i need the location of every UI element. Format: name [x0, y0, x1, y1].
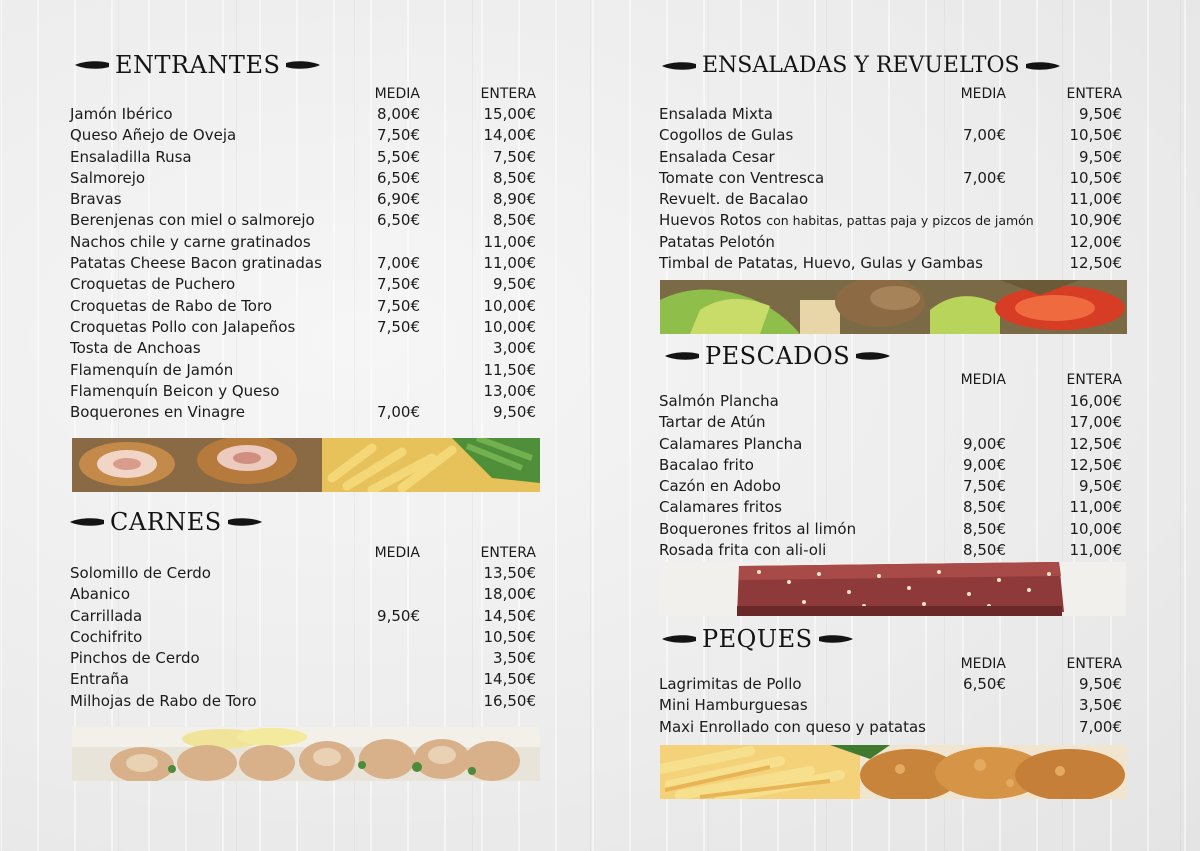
menu-item-row: [70, 627, 540, 648]
dish-name-text: Cochifrito: [70, 627, 143, 646]
price-entera: 11,00€: [1069, 498, 1122, 517]
dish-name-text: Ensaladilla Rusa: [70, 147, 192, 166]
entera-header: ENTERA: [1066, 372, 1122, 388]
price-media: 7,50€: [377, 296, 420, 315]
dish-name-text: Lagrimitas de Pollo: [659, 675, 802, 693]
price-media: 7,50€: [963, 477, 1006, 496]
dish-name: [70, 253, 322, 274]
menu-item-row: [70, 669, 540, 690]
price-media: 7,50€: [377, 126, 420, 145]
flourish-left-icon: [75, 59, 109, 71]
dish-name-text: Huevos Rotos: [659, 211, 762, 230]
dish-name-text: Salmorejo: [70, 168, 146, 187]
dish-name: [70, 317, 295, 338]
dish-name-text: Entraña: [70, 670, 129, 689]
dish-name-text: Ensalada Mixta: [659, 105, 773, 123]
price-entera: 10,50€: [1069, 126, 1122, 145]
dish-note: con habitas, pattas paja y pizcos de jamón: [766, 213, 1034, 229]
flourish-right-icon: [286, 59, 320, 71]
skewers-photo: [72, 727, 540, 781]
dish-name: [70, 402, 245, 423]
menu-item-row: [70, 104, 540, 125]
price-media: 8,00€: [377, 105, 420, 123]
price-entera: 8,50€: [493, 211, 536, 230]
dish-name: [659, 412, 765, 433]
media-header: MEDIA: [374, 86, 420, 102]
media-header: MEDIA: [960, 656, 1006, 672]
menu-item-row: [659, 540, 1126, 561]
dish-name-text: Boquerones fritos al limón: [659, 519, 857, 538]
item-list-ensaladas: [659, 104, 1126, 274]
entera-header: ENTERA: [480, 86, 536, 102]
dish-name: [70, 381, 279, 402]
dish-name-text: Flamenquín Beicon y Queso: [70, 381, 280, 400]
price-media: 8,50€: [963, 519, 1006, 538]
price-media: 6,90€: [377, 190, 420, 209]
dish-name: [659, 391, 779, 412]
price-entera: 12,00€: [1069, 232, 1122, 251]
dish-name: [70, 274, 235, 295]
dish-name-text: Cogollos de Gulas: [659, 126, 794, 145]
dish-name-text: Calamares Plancha: [659, 434, 803, 453]
dish-name-text: Carrillada: [70, 606, 143, 625]
dish-name: [70, 189, 122, 210]
dish-name: [70, 147, 192, 168]
menu-item-row: [659, 412, 1126, 433]
dish-name-text: Abanico: [70, 585, 131, 604]
price-media: 9,00€: [963, 434, 1006, 453]
dish-name: [659, 476, 781, 497]
dish-name: [659, 210, 1034, 231]
flourish-left-icon: [662, 60, 696, 72]
dish-name-text: Jamón Ibérico: [70, 105, 173, 123]
dish-name-text: Salmón Plancha: [659, 392, 779, 410]
flourish-right-icon: [819, 633, 853, 645]
menu-item-row: [659, 189, 1126, 210]
price-entera: 9,50€: [493, 275, 536, 294]
price-entera: 10,00€: [1069, 519, 1122, 538]
price-entera: 10,00€: [483, 296, 536, 315]
menu-item-row: [659, 125, 1126, 146]
menu-item-row: [659, 476, 1126, 497]
price-entera: 12,50€: [1069, 455, 1122, 474]
dish-name: [659, 455, 754, 476]
menu-item-row: [659, 674, 1126, 695]
menu-item-row: [70, 360, 540, 381]
menu-item-row: [659, 210, 1126, 231]
dish-name: [659, 147, 775, 168]
price-entera: 16,00€: [1069, 392, 1122, 410]
menu-item-row: [70, 402, 540, 423]
dish-name: [659, 104, 773, 125]
price-entera: 10,90€: [1069, 211, 1122, 230]
dish-name-text: Rosada frita con ali-oli: [659, 541, 827, 560]
price-entera: 9,50€: [1079, 147, 1122, 166]
price-media: 9,50€: [377, 606, 420, 625]
menu-item-row: [659, 391, 1126, 412]
column-headers: [659, 656, 1126, 674]
dish-name: [70, 125, 236, 146]
dish-name-text: Bacalao frito: [659, 455, 754, 474]
dish-name-text: Patatas Cheese Bacon gratinadas: [70, 254, 322, 273]
dish-name-text: Croquetas Pollo con Jalapeños: [70, 317, 296, 336]
menu-item-row: [659, 695, 1126, 716]
dish-name: [70, 584, 130, 605]
dish-name-text: Pinchos de Cerdo: [70, 649, 200, 668]
dish-name: [70, 168, 145, 189]
dish-name: [659, 519, 856, 540]
dish-name-text: Calamares fritos: [659, 498, 782, 517]
dish-name: [70, 563, 211, 584]
tuna-tartare-photo: [659, 562, 1126, 616]
price-media: 6,50€: [377, 168, 420, 187]
media-header: MEDIA: [960, 372, 1006, 388]
price-entera: 10,50€: [1069, 168, 1122, 187]
dish-name-text: Patatas Pelotón: [659, 232, 775, 251]
section-title-carnes: CARNES: [70, 507, 262, 537]
price-media: 8,50€: [963, 541, 1006, 560]
dish-name-text: Ensalada Cesar: [659, 147, 775, 166]
price-entera: 14,00€: [483, 126, 536, 145]
dish-name-text: Solomillo de Cerdo: [70, 564, 211, 582]
dish-name: [70, 232, 311, 253]
dish-name: [659, 189, 808, 210]
menu-item-row: [659, 232, 1126, 253]
flourish-right-icon: [856, 350, 890, 362]
entera-header: ENTERA: [1066, 656, 1122, 672]
price-media: 7,00€: [377, 254, 420, 273]
price-entera: 7,00€: [1079, 717, 1122, 736]
dish-name: [659, 253, 983, 274]
dish-name: [70, 606, 142, 627]
flourish-left-icon: [70, 516, 104, 528]
dish-name-text: Milhojas de Rabo de Toro: [70, 691, 257, 710]
flourish-left-icon: [665, 350, 699, 362]
menu-item-row: [70, 606, 540, 627]
dish-name-text: Maxi Enrollado con queso y patatas: [659, 717, 926, 736]
menu-item-row: [70, 125, 540, 146]
dish-name: [659, 232, 775, 253]
menu-item-row: [70, 338, 540, 359]
menu-item-row: [659, 104, 1126, 125]
menu-item-row: [659, 497, 1126, 518]
dish-name-text: Bravas: [70, 190, 122, 209]
dish-name-text: Revuelt. de Bacalao: [659, 190, 809, 209]
dish-name-text: Boquerones en Vinagre: [70, 403, 245, 422]
menu-item-row: [70, 189, 540, 210]
entera-header: ENTERA: [480, 545, 536, 561]
dish-name-text: Tomate con Ventresca: [659, 168, 825, 187]
dish-name: [70, 691, 257, 712]
salad-photo: [660, 280, 1127, 334]
media-header: MEDIA: [374, 545, 420, 561]
dish-name-text: Tartar de Atún: [659, 413, 766, 432]
price-entera: 10,50€: [483, 627, 536, 646]
price-entera: 14,50€: [483, 670, 536, 689]
menu-item-row: [659, 519, 1126, 540]
dish-name-text: Nachos chile y carne gratinados: [70, 232, 311, 251]
menu-item-row: [70, 563, 540, 584]
dish-name: [70, 627, 142, 648]
dish-name: [659, 125, 793, 146]
flourish-right-icon: [228, 516, 262, 528]
menu-item-row: [70, 274, 540, 295]
price-entera: 8,90€: [493, 190, 536, 209]
price-entera: 9,50€: [1079, 675, 1122, 693]
dish-name-text: Timbal de Patatas, Huevo, Gulas y Gambas: [659, 254, 983, 273]
price-media: 8,50€: [963, 498, 1006, 517]
price-entera: 16,50€: [483, 691, 536, 710]
price-entera: 11,50€: [483, 360, 536, 379]
price-entera: 12,50€: [1069, 254, 1122, 273]
dish-name-text: Mini Hamburguesas: [659, 696, 808, 715]
section-title-entrantes: ENTRANTES: [75, 50, 320, 80]
section-title-peques: PEQUES: [662, 624, 853, 654]
dish-name: [659, 695, 808, 716]
flourish-left-icon: [662, 633, 696, 645]
menu-item-row: [659, 717, 1126, 738]
dish-name-text: Croquetas de Puchero: [70, 275, 236, 294]
flourish-right-icon: [1026, 60, 1060, 72]
price-entera: 8,50€: [493, 168, 536, 187]
dish-name-text: Cazón en Adobo: [659, 477, 781, 496]
price-media: 7,00€: [377, 403, 420, 422]
price-entera: 10,00€: [483, 317, 536, 336]
dish-name: [659, 434, 802, 455]
price-media: 7,00€: [963, 126, 1006, 145]
menu-item-row: [70, 168, 540, 189]
price-media: 6,50€: [377, 211, 420, 230]
dish-name: [70, 104, 173, 125]
dish-name: [70, 669, 129, 690]
column-headers: [70, 86, 540, 104]
dish-name: [70, 296, 272, 317]
price-media: 6,50€: [963, 675, 1006, 693]
price-entera: 3,00€: [493, 339, 536, 358]
dish-name-text: Tosta de Anchoas: [70, 339, 201, 358]
menu-item-row: [70, 147, 540, 168]
dish-name: [659, 717, 926, 738]
dish-name: [70, 648, 200, 669]
price-media: 7,00€: [963, 168, 1006, 187]
price-entera: 12,50€: [1069, 434, 1122, 453]
menu-item-row: [70, 232, 540, 253]
dish-name: [659, 540, 826, 561]
item-list-pescados: [659, 391, 1126, 561]
menu-item-row: [70, 253, 540, 274]
menu-item-row: [70, 317, 540, 338]
dish-name-text: Croquetas de Rabo de Toro: [70, 296, 272, 315]
price-entera: 9,50€: [1079, 105, 1122, 123]
price-entera: 7,50€: [493, 147, 536, 166]
price-entera: 3,50€: [493, 649, 536, 668]
price-media: 7,50€: [377, 317, 420, 336]
price-entera: 15,00€: [483, 105, 536, 123]
price-entera: 11,00€: [483, 254, 536, 273]
dish-name: [659, 674, 802, 695]
price-entera: 9,50€: [1079, 477, 1122, 496]
dish-name: [70, 360, 233, 381]
dish-name-text: Queso Añejo de Oveja: [70, 126, 237, 145]
menu-item-row: [70, 691, 540, 712]
menu-item-row: [70, 210, 540, 231]
price-media: 5,50€: [377, 147, 420, 166]
column-headers: [659, 372, 1126, 390]
menu-item-row: [70, 584, 540, 605]
dish-name: [70, 338, 201, 359]
price-entera: 13,00€: [483, 381, 536, 400]
media-header: MEDIA: [960, 86, 1006, 102]
menu-item-row: [70, 296, 540, 317]
price-entera: 18,00€: [483, 585, 536, 604]
dish-name-text: Flamenquín de Jamón: [70, 360, 234, 379]
menu-item-row: [659, 455, 1126, 476]
menu-item-row: [70, 648, 540, 669]
entera-header: ENTERA: [1066, 86, 1122, 102]
price-entera: 11,00€: [483, 232, 536, 251]
dish-name: [659, 497, 782, 518]
menu-item-row: [70, 381, 540, 402]
price-entera: 3,50€: [1079, 696, 1122, 715]
menu-item-row: [659, 147, 1126, 168]
section-title-pescados: PESCADOS: [665, 341, 890, 371]
menu-item-row: [659, 253, 1126, 274]
price-entera: 9,50€: [493, 403, 536, 422]
price-entera: 14,50€: [483, 606, 536, 625]
price-media: 7,50€: [377, 275, 420, 294]
dish-name-text: Berenjenas con miel o salmorejo: [70, 211, 315, 230]
column-headers: [659, 86, 1126, 104]
dish-name: [659, 168, 824, 189]
item-list-carnes: [70, 563, 540, 712]
item-list-peques: [659, 674, 1126, 738]
item-list-entrantes: [70, 104, 540, 423]
price-entera: 11,00€: [1069, 190, 1122, 209]
column-headers: [70, 545, 540, 563]
price-entera: 11,00€: [1069, 541, 1122, 560]
menu-item-row: [659, 168, 1126, 189]
section-title-ensaladas: ENSALADAS Y REVUELTOS: [662, 51, 1060, 81]
price-media: 9,00€: [963, 455, 1006, 474]
dish-name: [70, 210, 315, 231]
price-entera: 17,00€: [1069, 413, 1122, 432]
flamenquin-fries-photo: [72, 438, 540, 492]
menu-item-row: [659, 434, 1126, 455]
chicken-fries-photo: [660, 745, 1127, 799]
price-entera: 13,50€: [483, 564, 536, 582]
